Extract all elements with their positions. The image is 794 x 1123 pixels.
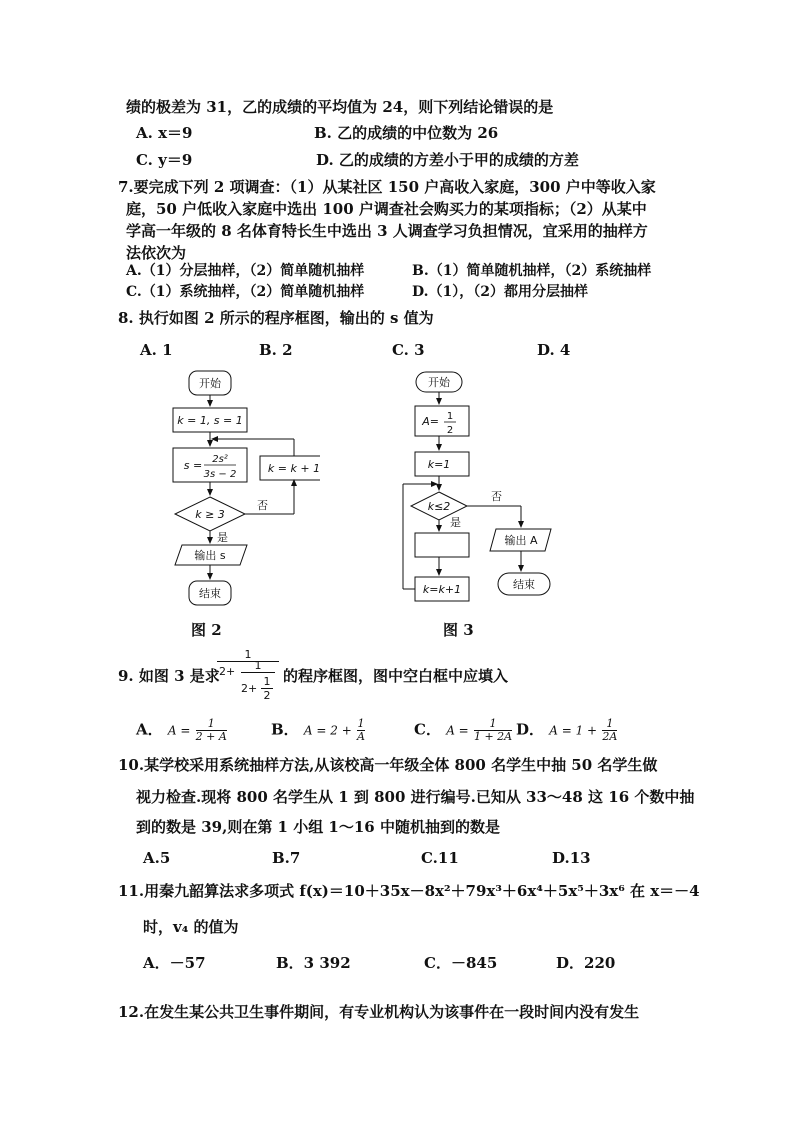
q9-option-d-num: 1	[606, 717, 614, 730]
q9-option-c	[414, 718, 512, 743]
q7-line-3: 学高一年级的 8 名体育特长生中选出 3 人调查学习负担情况，宜采用的抽样方	[126, 222, 648, 240]
q9-option-b-label: B．	[271, 720, 299, 739]
q8-option-b: B. 2	[259, 341, 293, 359]
q10-line-3: 到的数是 39,则在第 1 小组 1～16 中随机抽到的数是	[136, 818, 500, 836]
fig2-yes-label: 是	[217, 531, 228, 544]
q11-option-c: C．－845	[424, 954, 498, 972]
q10-option-c: C.11	[421, 849, 459, 867]
q10-option-d: D.13	[552, 849, 591, 867]
q9-option-c-den: 1 + 2A	[473, 730, 513, 743]
q10-option-b: B.7	[272, 849, 301, 867]
q9-option-d-label: D．	[516, 720, 545, 739]
q9-option-d-den: 2A	[602, 730, 618, 743]
fig3-assign-numerator: 1	[446, 411, 454, 422]
q9-cf-inner-denominator: 2	[263, 689, 271, 702]
q9-continued-fraction	[217, 648, 279, 704]
fig2-update-label: k = k + 1	[267, 462, 320, 475]
q11-option-d: D．220	[556, 954, 616, 972]
fig2-end-label: 结束	[199, 587, 221, 600]
q11-line-1: 11.用秦九韶算法求多项式 f(x)＝10＋35x－8x²＋79x³＋6x⁴＋5x⁵＋3x⁶ 在 x＝－4	[118, 882, 700, 900]
q9-option-b	[271, 718, 365, 743]
q9-cf-top-numerator: 1	[244, 648, 252, 661]
q10-line-2: 视力检查.现将 800 名学生从 1 到 800 进行编号.已知从 33～48 这 16 个数中抽	[136, 788, 695, 806]
q6-option-d: D. 乙的成绩的方差小于甲的成绩的方差	[316, 151, 579, 169]
q9-option-a-den: 2 + A	[195, 730, 227, 743]
q12-line-1: 12.在发生某公共卫生事件期间，有专业机构认为该事件在一段时间内没有发生	[118, 1003, 640, 1021]
q9-option-a-num: 1	[207, 717, 215, 730]
q8-stem: 8. 执行如图 2 所示的程序框图，输出的 s 值为	[118, 309, 434, 327]
q9-option-c-num: 1	[489, 717, 497, 730]
fig2-start-label: 开始	[199, 377, 221, 390]
fig2-output-label: 输出 s	[194, 549, 226, 562]
q6-stem: 绩的极差为 31，乙的成绩的平均值为 24，则下列结论错误的是	[126, 98, 554, 116]
q9-option-b-num: 1	[357, 717, 365, 730]
q9-prefix: 9. 如图 3 是求	[118, 667, 220, 685]
q9-cf-two-a: 2+	[219, 665, 236, 678]
q9-option-d	[516, 718, 617, 743]
q9-option-d-lhs: A = 1 +	[549, 723, 598, 738]
q9-cf-mid-numerator: 1	[254, 659, 262, 672]
q9-cf-two-b: 2+	[241, 682, 258, 695]
fig3-blank-box	[415, 533, 469, 557]
fig3-start-label: 开始	[428, 376, 450, 389]
q7-line-1: 7.要完成下列 2 项调查：（1）从某社区 150 户高收入家庭，300 户中等收入家	[118, 178, 656, 196]
q10-option-a: A.5	[143, 849, 171, 867]
fig3-no-label: 否	[491, 490, 502, 503]
q7-option-a: A.（1）分层抽样，（2）简单随机抽样	[126, 263, 365, 279]
flowchart-figure-3	[395, 364, 565, 612]
q9-option-b-lhs: A = 2 +	[303, 723, 352, 738]
q7-option-d: D.（1），（2）都用分层抽样	[412, 284, 588, 300]
q10-line-1: 10.某学校采用系统抽样方法,从该校高一年级全体 800 名学生中抽 50 名学生做	[118, 756, 658, 774]
fig3-end-label: 结束	[513, 578, 535, 591]
q9-option-a	[136, 718, 227, 743]
q9-option-b-den: A	[357, 730, 365, 743]
fig2-condition-label: k ≥ 3	[195, 508, 225, 521]
fig3-output-label: 输出 A	[504, 534, 538, 547]
figure-2-caption: 图 2	[191, 621, 222, 639]
q8-option-d: D. 4	[537, 341, 571, 359]
q8-option-c: C. 3	[392, 341, 425, 359]
q6-option-b: B. 乙的成绩的中位数为 26	[314, 124, 499, 142]
q6-option-c: C. y＝9	[136, 151, 193, 169]
fig2-assign-numerator: 2s²	[212, 454, 228, 465]
fig3-update-label: k=k+1	[422, 583, 462, 596]
flowchart-figure-2	[160, 364, 320, 612]
q9-option-a-lhs: A =	[167, 723, 191, 738]
fig2-assign-lhs: s =	[183, 459, 203, 472]
fig3-assign-lhs: A=	[422, 415, 439, 428]
q9-option-c-label: C．	[414, 720, 441, 739]
q9-option-a-label: A．	[136, 720, 163, 739]
fig2-no-label: 否	[257, 499, 268, 512]
fig3-condition-label: k≤2	[427, 500, 451, 513]
fig2-assign-denominator: 3s − 2	[203, 469, 237, 480]
fig3-yes-label: 是	[450, 516, 461, 529]
q9-option-c-lhs: A =	[446, 723, 469, 738]
q8-option-a: A. 1	[140, 341, 173, 359]
fig2-init-label: k = 1, s = 1	[177, 414, 243, 427]
q7-option-b: B.（1）简单随机抽样，（2）系统抽样	[412, 263, 652, 279]
fig3-init-label: k=1	[427, 458, 451, 471]
figure-3-caption: 图 3	[443, 621, 474, 639]
q7-line-4: 法依次为	[126, 244, 187, 262]
q9-cf-inner-numerator: 1	[263, 675, 271, 688]
q11-option-b: B．3 392	[276, 954, 351, 972]
q7-line-2: 庭，50 户低收入家庭中选出 100 户调查社会购买力的某项指标；（2）从某中	[126, 200, 647, 218]
q11-option-a: A．－57	[143, 954, 206, 972]
q11-line-2: 时，v₄ 的值为	[143, 918, 239, 936]
q9-suffix: 的程序框图，图中空白框中应填入	[283, 667, 509, 685]
fig3-assign-denominator: 2	[446, 425, 454, 436]
q6-option-a: A. x＝9	[136, 124, 193, 142]
q7-option-c: C.（1）系统抽样，（2）简单随机抽样	[126, 284, 365, 300]
